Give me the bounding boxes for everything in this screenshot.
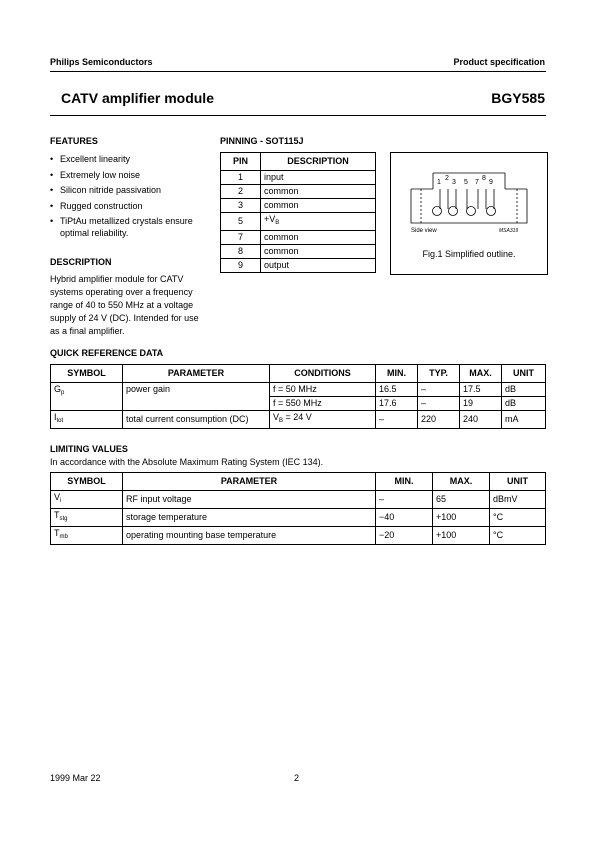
page-title: CATV amplifier module: [61, 90, 214, 106]
pin-label: 7: [475, 179, 479, 186]
col-header: SYMBOL: [51, 473, 123, 491]
feature-item: • Silicon nitride passivation: [50, 184, 210, 196]
table-row: 5 $+V_B$: [221, 213, 376, 231]
features-heading: FEATURES: [50, 136, 98, 146]
col-header: MIN.: [376, 365, 418, 383]
col-header: MIN.: [376, 473, 433, 491]
table-row: 8 common: [221, 245, 376, 259]
col-header: UNIT: [502, 365, 546, 383]
quick-reference-table: [50, 364, 546, 429]
feature-item: • Extremely low noise: [50, 169, 210, 181]
table-row: 7 common: [221, 231, 376, 245]
side-view-label: Side view: [411, 228, 437, 234]
table-row: 2 common: [221, 185, 376, 199]
header-company: Philips Semiconductors: [50, 57, 153, 67]
col-header: MAX.: [433, 473, 490, 491]
table-row: 9 output: [221, 259, 376, 273]
col-header: MAX.: [460, 365, 502, 383]
feature-item: • Excellent linearity: [50, 153, 210, 165]
footer-date: 1999 Mar 22: [50, 773, 101, 783]
col-header: PARAMETER: [123, 365, 270, 383]
part-number: BGY585: [491, 90, 545, 106]
header-doc-type: Product specification: [453, 57, 545, 67]
pin-label: 3: [452, 179, 456, 186]
description-text: Hybrid amplifier module for CATV systems operating over a frequency range of 40 to 550 MHz at a voltage supply of 24 V (DC). Intended for use as a final amplifier.: [50, 274, 199, 336]
header-rule: [50, 71, 546, 72]
table-row: 3 common: [221, 199, 376, 213]
col-header: UNIT: [490, 473, 546, 491]
col-header: PARAMETER: [123, 473, 376, 491]
table-row: $G_p$ power gain f = 50 MHz 16.5 – 17.5 dB: [51, 383, 546, 397]
pin-label: 5: [464, 179, 468, 186]
table-row: $I_{tot}$ total current consumption (DC) $V_B = 24$ V – 220 240 mA: [51, 411, 546, 429]
features-list: [50, 153, 210, 243]
pinning-heading: PINNING - SOT115J: [220, 136, 304, 146]
outline-figure: [390, 152, 548, 275]
pin-label: 9: [489, 179, 493, 186]
pin-label: 2: [445, 175, 449, 182]
col-header: TYP.: [418, 365, 460, 383]
table-row: $V_i$ RF input voltage – 65 dBmV: [51, 491, 546, 509]
title-rule: [50, 115, 546, 116]
feature-item: • Rugged construction: [50, 200, 210, 212]
pin-label: 1: [437, 179, 441, 186]
description-heading: DESCRIPTION: [50, 257, 112, 267]
table-row: $T_{stg}$ storage temperature −40 +100 °C: [51, 509, 546, 527]
col-header: SYMBOL: [51, 365, 123, 383]
desc-col-header: DESCRIPTION: [261, 153, 376, 171]
table-row: 1 input: [221, 171, 376, 185]
col-header: CONDITIONS: [270, 365, 376, 383]
pinning-table: [220, 152, 376, 273]
figure-caption: Fig.1 Simplified outline.: [422, 249, 516, 259]
limiting-intro: In accordance with the Absolute Maximum Rating System (IEC 134).: [50, 457, 324, 467]
limiting-heading: LIMITING VALUES: [50, 444, 128, 454]
table-row: $T_{mb}$ operating mounting base temperature −20 +100 °C: [51, 527, 546, 545]
pin-label: 8: [482, 175, 486, 182]
qrd-heading: QUICK REFERENCE DATA: [50, 348, 164, 358]
feature-item: • TiPtAu metallized crystals ensure optimal reliability.: [50, 215, 210, 239]
limiting-values-table: [50, 472, 546, 545]
pin-col-header: PIN: [221, 153, 261, 171]
table-row: f = 550 MHz 17.6 – 19 dB: [51, 397, 546, 411]
figure-code: MSA319: [499, 228, 519, 234]
page-number: 2: [294, 773, 300, 783]
